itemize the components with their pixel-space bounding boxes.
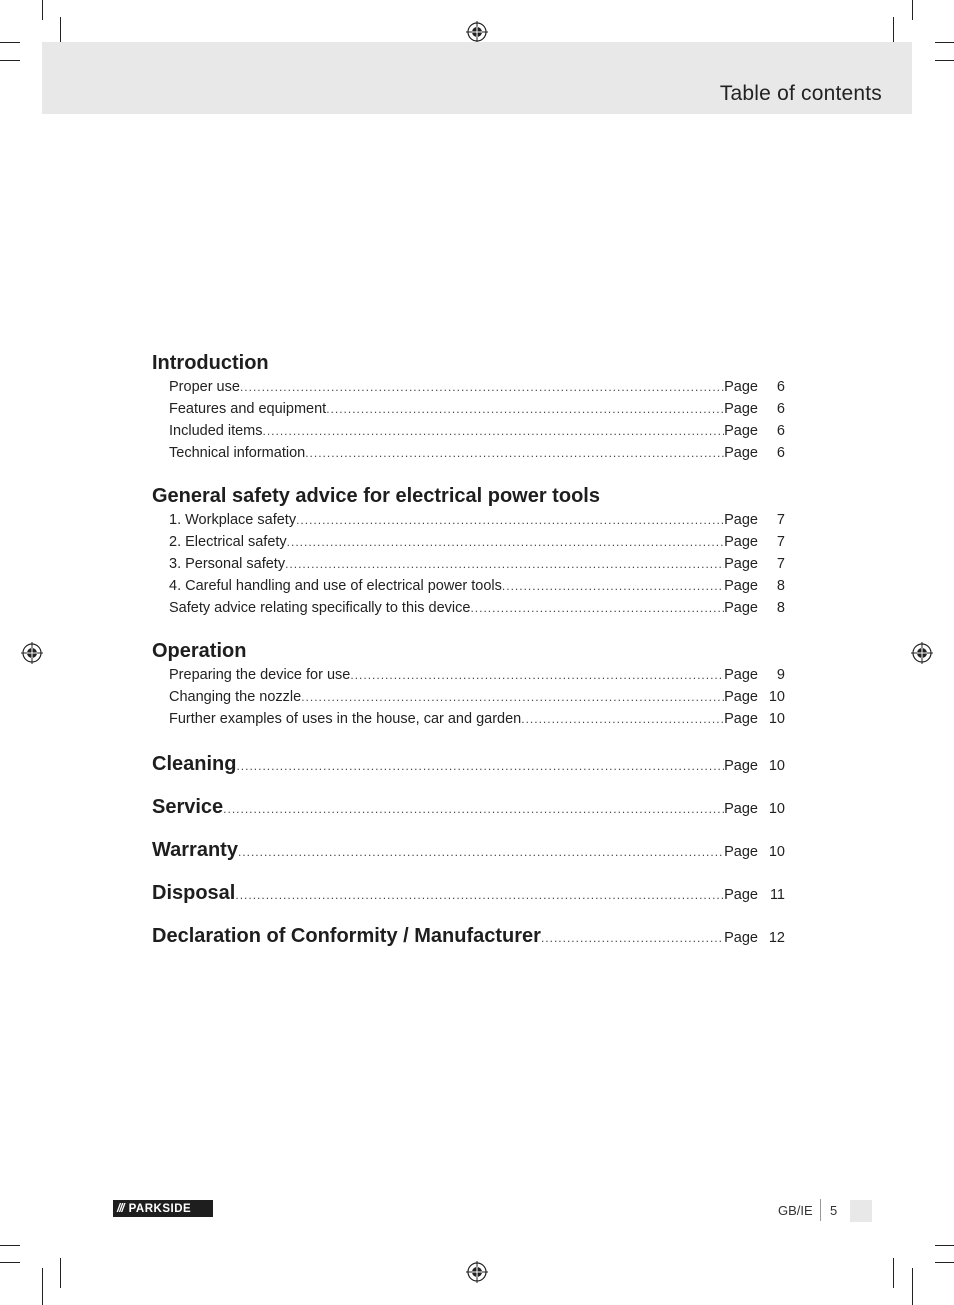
footer-page-number: 5 (830, 1203, 838, 1218)
leader-dots (296, 509, 724, 531)
page-word: Page (724, 667, 758, 683)
page-number: 11 (769, 887, 785, 903)
section-title: Warranty (152, 839, 238, 861)
leader-dots (541, 931, 724, 945)
entry-label: 3. Personal safety (169, 556, 286, 572)
leader-dots (287, 531, 724, 553)
page-number: 6 (776, 379, 785, 395)
entry-label: 1. Workplace safety (169, 512, 297, 528)
section-title: Declaration of Conformity / Manufacturer (152, 925, 541, 947)
section-title: Introduction (152, 352, 269, 374)
leader-dots (223, 802, 724, 816)
toc-entry[interactable] (152, 531, 785, 553)
footer-tab-box (850, 1200, 872, 1222)
logo-slashes: /// (117, 1202, 124, 1215)
section-title: Operation (152, 640, 247, 662)
footer-divider (820, 1199, 821, 1221)
registration-mark-icon (911, 642, 933, 664)
toc-entry[interactable] (152, 442, 785, 464)
page-number: 10 (768, 689, 785, 705)
toc-entry[interactable] (152, 420, 785, 442)
page-number: 6 (776, 423, 785, 439)
leader-dots (238, 845, 724, 859)
toc-entry[interactable] (152, 597, 785, 619)
page-number: 10 (768, 844, 785, 860)
page-word: Page (724, 445, 758, 461)
page-number: 7 (776, 534, 785, 550)
entry-label: Proper use (169, 379, 240, 395)
page-word: Page (724, 578, 758, 594)
leader-dots (301, 686, 724, 708)
page-number: 10 (768, 758, 785, 774)
toc-entry[interactable] (152, 664, 785, 686)
registration-mark-icon (21, 642, 43, 664)
page-word: Page (724, 401, 758, 417)
leader-dots (521, 708, 724, 730)
toc-entry[interactable] (152, 708, 785, 730)
table-of-contents (152, 350, 785, 966)
page-word: Page (724, 887, 758, 903)
page-word: Page (724, 758, 758, 774)
leader-dots (350, 664, 724, 686)
toc-entry-warranty[interactable] (152, 837, 785, 863)
page-number: 7 (776, 512, 785, 528)
section-title: Service (152, 796, 224, 818)
logo-text: PARKSIDE (128, 1202, 192, 1215)
page-word: Page (724, 379, 758, 395)
entry-label: Features and equipment (169, 401, 327, 417)
page-number: 8 (776, 600, 785, 616)
leader-dots (240, 376, 724, 398)
page-word: Page (724, 930, 758, 946)
toc-entry[interactable] (152, 553, 785, 575)
registration-mark-icon (466, 1261, 488, 1283)
page-title: Table of contents (719, 82, 882, 105)
leader-dots (285, 553, 724, 575)
page-number: 12 (768, 930, 785, 946)
leader-dots (235, 888, 724, 902)
entry-label: 4. Careful handling and use of electrical power tools (169, 578, 502, 594)
page-word: Page (724, 423, 758, 439)
leader-dots (236, 759, 724, 773)
entry-label: Further examples of uses in the house, car and garden (169, 711, 522, 727)
toc-entry[interactable] (152, 509, 785, 531)
page-word: Page (724, 512, 758, 528)
page-word: Page (724, 689, 758, 705)
toc-entry[interactable] (152, 376, 785, 398)
page-number: 10 (768, 801, 785, 817)
page-number: 9 (776, 667, 785, 683)
page-number: 10 (768, 711, 785, 727)
toc-entry-disposal[interactable] (152, 880, 785, 906)
leader-dots (470, 597, 724, 619)
page-number: 6 (776, 401, 785, 417)
entry-label: Preparing the device for use (169, 667, 351, 683)
entry-label: Technical information (169, 445, 306, 461)
section-title: General safety advice for electrical power tools (152, 485, 600, 507)
toc-entry[interactable] (152, 575, 785, 597)
entry-label: 2. Electrical safety (169, 534, 287, 550)
page-word: Page (724, 534, 758, 550)
toc-entry[interactable] (152, 686, 785, 708)
registration-mark-icon (466, 21, 488, 43)
entry-label: Safety advice relating specifically to this device (169, 600, 471, 616)
entry-label: Included items (169, 423, 263, 439)
toc-entry-cleaning[interactable] (152, 751, 785, 777)
leader-dots (263, 420, 725, 442)
parkside-logo (113, 1200, 213, 1217)
toc-section-introduction (152, 350, 785, 464)
section-title: Cleaning (152, 753, 237, 775)
page-number: 8 (776, 578, 785, 594)
toc-entry-service[interactable] (152, 794, 785, 820)
toc-section-safety (152, 483, 785, 619)
section-title: Disposal (152, 882, 236, 904)
page-word: Page (724, 844, 758, 860)
toc-section-operation (152, 638, 785, 730)
page-word: Page (724, 711, 758, 727)
locale-label: GB/IE (778, 1203, 813, 1218)
leader-dots (502, 575, 724, 597)
page-number: 7 (776, 556, 785, 572)
entry-label: Changing the nozzle (169, 689, 302, 705)
leader-dots (305, 442, 724, 464)
leader-dots (326, 398, 724, 420)
page-word: Page (724, 600, 758, 616)
page-number: 6 (776, 445, 785, 461)
toc-entry[interactable] (152, 398, 785, 420)
page-word: Page (724, 801, 758, 817)
toc-entry-declaration[interactable] (152, 923, 785, 949)
page-word: Page (724, 556, 758, 572)
